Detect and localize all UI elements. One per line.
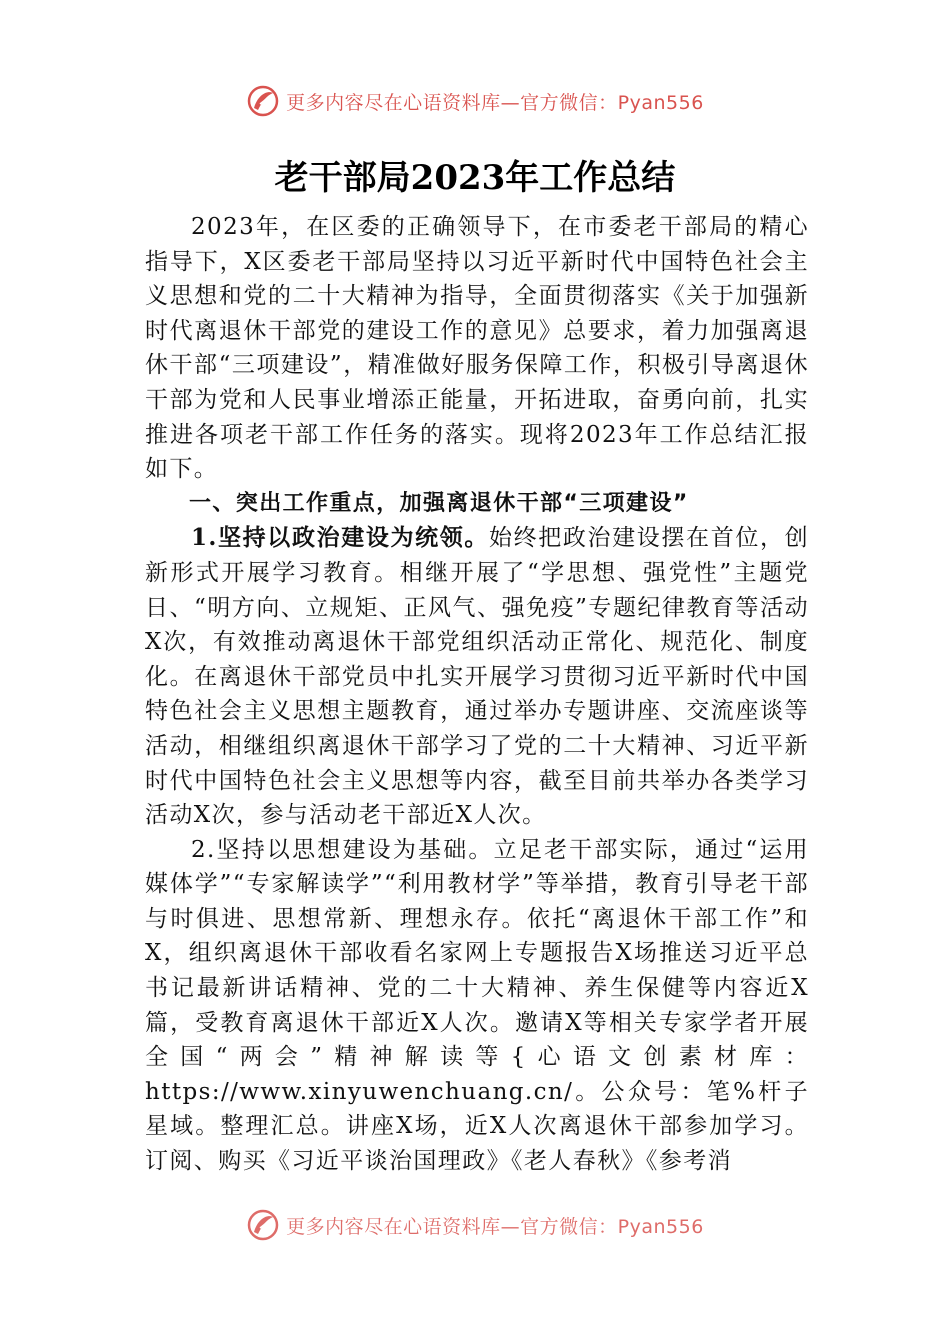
document-title: 老干部局2023年工作总结 (274, 158, 676, 198)
watermark-text: 更多内容尽在心语资料库—官方微信：Pyan556 (286, 91, 704, 114)
item1-lead: 1.坚持以政治建设为统领。 (191, 524, 489, 552)
intro-paragraph: 2023年，在区委的正确领导下，在市委老干部局的精心指导下，X区委老干部局坚持以习近平新时代中国特色社会主义思想和党的二十大精神为指导，全面贯彻落实《关于加强新时代离退休干部党的建设工作的意见》总要求，着力加强离退休干部“三项建设”，精准做好服务保障工作，积极引导离退休干部为党和人民事业增添正能量，开拓进取，奋勇向前，扎实推进各项老干部工作任务的落实。现将2023年工作总结汇报如下。 (145, 214, 809, 483)
logo-icon (246, 84, 280, 118)
logo-icon (246, 1208, 280, 1242)
watermark-text: 更多内容尽在心语资料库—官方微信：Pyan556 (286, 1215, 704, 1238)
item2-paragraph: 2.坚持以思想建设为基础。立足老干部实际，通过“运用媒体学”“专家解读学”“利用教材学”等举措，教育引导老干部与时俱进、思想常新、理想永存。依托“离退休干部工作”和X，组织离退休干部收看名家网上专题报告X场推送习近平总书记最新讲话精神、党的二十大精神、养生保健等内容近X篇，受教育离退休干部近X人次。邀请X等相关专家学者开展全国“两会”精神解读等{心语文创素材库：https://www.xinyuwenchuang.cn/。公众号：笔%杆子星域。整理汇总。讲座X场，近X人次离退休干部参加学习。订阅、购买《习近平谈治国理政》《老人春秋》《参考消 (145, 836, 809, 1175)
section-heading: 一、突出工作重点，加强离退休干部“三项建设” (189, 490, 689, 516)
item1-body: 始终把政治建设摆在首位，创新形式开展学习教育。相继开展了“学思想、强党性”主题党日、“明方向、立规矩、正风气、强免疫”专题纪律教育等活动X次，有效推动离退休干部党组织活动正常化、规范化、制度化。在离退休干部党员中扎实开展学习贯彻习近平新时代中国特色社会主义思想主题教育，通过举办专题讲座、交流座谈等活动，相继组织离退休干部学习了党的二十大精神、习近平新时代中国特色社会主义思想等内容，截至目前共举办各类学习活动X次，参与活动老干部近X人次。 (145, 525, 809, 829)
footer-watermark (0, 1208, 950, 1242)
header-watermark (0, 84, 950, 118)
item1-paragraph (145, 521, 809, 832)
document-body (145, 210, 809, 1179)
